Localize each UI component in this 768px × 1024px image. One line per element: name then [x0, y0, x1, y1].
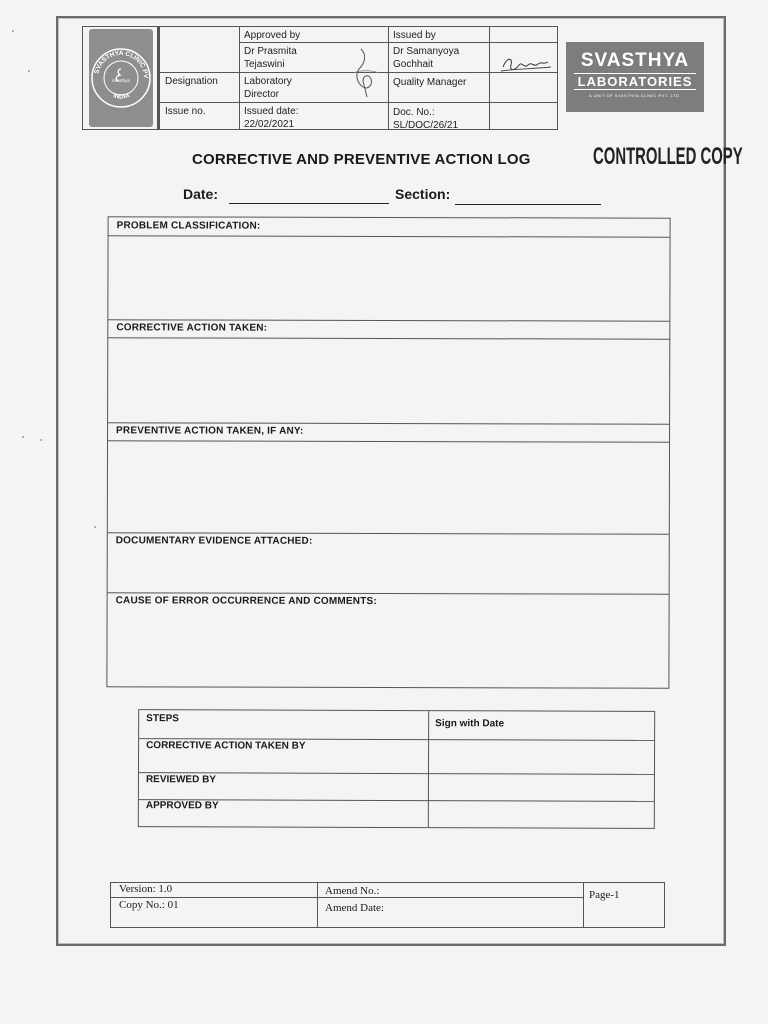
svasthya-laboratories-logo — [566, 42, 704, 112]
issued-date-label: Issued date: — [244, 106, 299, 117]
problem-classification-section — [108, 217, 669, 320]
section-field[interactable] — [455, 204, 601, 205]
documentary-evidence-section — [108, 532, 669, 593]
step-row-label: CORRECTIVE ACTION TAKEN BY — [146, 740, 306, 752]
scan-speck — [22, 436, 24, 438]
approver-name-line1: Dr Prasmita — [244, 46, 297, 57]
copy-no-text: Copy No.: 01 — [119, 899, 179, 911]
issue-no-label: Issue no. — [165, 106, 206, 117]
date-field[interactable] — [229, 203, 389, 204]
scan-speck — [12, 30, 14, 32]
controlled-copy-stamp: CONTROLLED COPY — [593, 143, 743, 170]
doc-no-value: SL/DOC/26/21 — [393, 120, 459, 131]
approver-designation-line2: Director — [244, 89, 280, 100]
steps-header: STEPS — [146, 713, 179, 725]
issued-date-value: 22/02/2021 — [244, 119, 295, 130]
clinic-seal-cell — [82, 26, 158, 130]
amend-date-text: Amend Date: — [325, 902, 384, 914]
approver-designation-line1: Laboratory — [244, 76, 292, 87]
issuer-signature — [499, 51, 555, 77]
form-section-label: PREVENTIVE ACTION TAKEN, IF ANY: — [116, 425, 304, 437]
approver-name-line2: Tejaswini — [244, 59, 285, 70]
designation-label: Designation — [165, 76, 218, 87]
scan-speck — [28, 70, 30, 72]
scan-speck — [40, 439, 42, 441]
approver-signature — [347, 45, 387, 100]
sign-cell-reviewed[interactable] — [429, 774, 655, 801]
section-label: Section: — [395, 186, 451, 202]
date-label: Date: — [183, 186, 219, 202]
brand-name: SVASTHYA — [580, 50, 690, 71]
document-title: CORRECTIVE AND PREVENTIVE ACTION LOG — [192, 151, 531, 168]
steps-sign-table — [138, 709, 655, 829]
doc-no-label: Doc. No.: — [393, 107, 435, 118]
brand-tagline: A UNIT OF SVASTHYA CLINIC PVT. LTD. — [589, 93, 681, 98]
sign-with-date-header: Sign with Date — [435, 718, 505, 730]
scan-speck — [94, 526, 96, 528]
sign-cell-approved[interactable] — [429, 801, 655, 829]
issuer-name-line2: Gochhait — [393, 59, 434, 70]
sign-cell-corrective[interactable] — [429, 740, 655, 774]
preventive-action-section — [108, 422, 669, 533]
step-row-label: APPROVED BY — [145, 800, 219, 812]
form-section-label: PROBLEM CLASSIFICATION: — [116, 220, 261, 232]
svg-text:svasthya: svasthya — [112, 78, 130, 83]
corrective-action-section — [108, 319, 669, 423]
clinic-seal-logo — [89, 29, 153, 127]
document-control-table — [158, 26, 558, 130]
issuer-designation: Quality Manager — [393, 77, 467, 88]
form-section-label: CAUSE OF ERROR OCCURRENCE AND COMMENTS: — [115, 595, 377, 607]
form-section-label: CORRECTIVE ACTION TAKEN: — [116, 322, 268, 334]
issuer-name-line1: Dr Samanyoya — [393, 46, 460, 57]
issued-by-label: Issued by — [393, 30, 436, 41]
form-section-label: DOCUMENTARY EVIDENCE ATTACHED: — [115, 535, 313, 547]
document-footer-table — [110, 882, 665, 928]
amend-no-text: Amend No.: — [325, 885, 380, 897]
svg-text:INDIA: INDIA — [112, 91, 131, 101]
version-text: Version: 1.0 — [119, 883, 173, 895]
step-row-label: REVIEWED BY — [145, 774, 216, 786]
page-number: Page-1 — [589, 889, 620, 901]
cause-of-error-section — [107, 592, 668, 688]
approved-by-label: Approved by — [244, 30, 301, 41]
brand-sub: LABORATORIES — [574, 73, 696, 90]
capa-form-box — [106, 216, 670, 688]
svg-text:SVASTHYA CLINIC PVT.: SVASTHYA CLINIC PV — [93, 49, 150, 79]
